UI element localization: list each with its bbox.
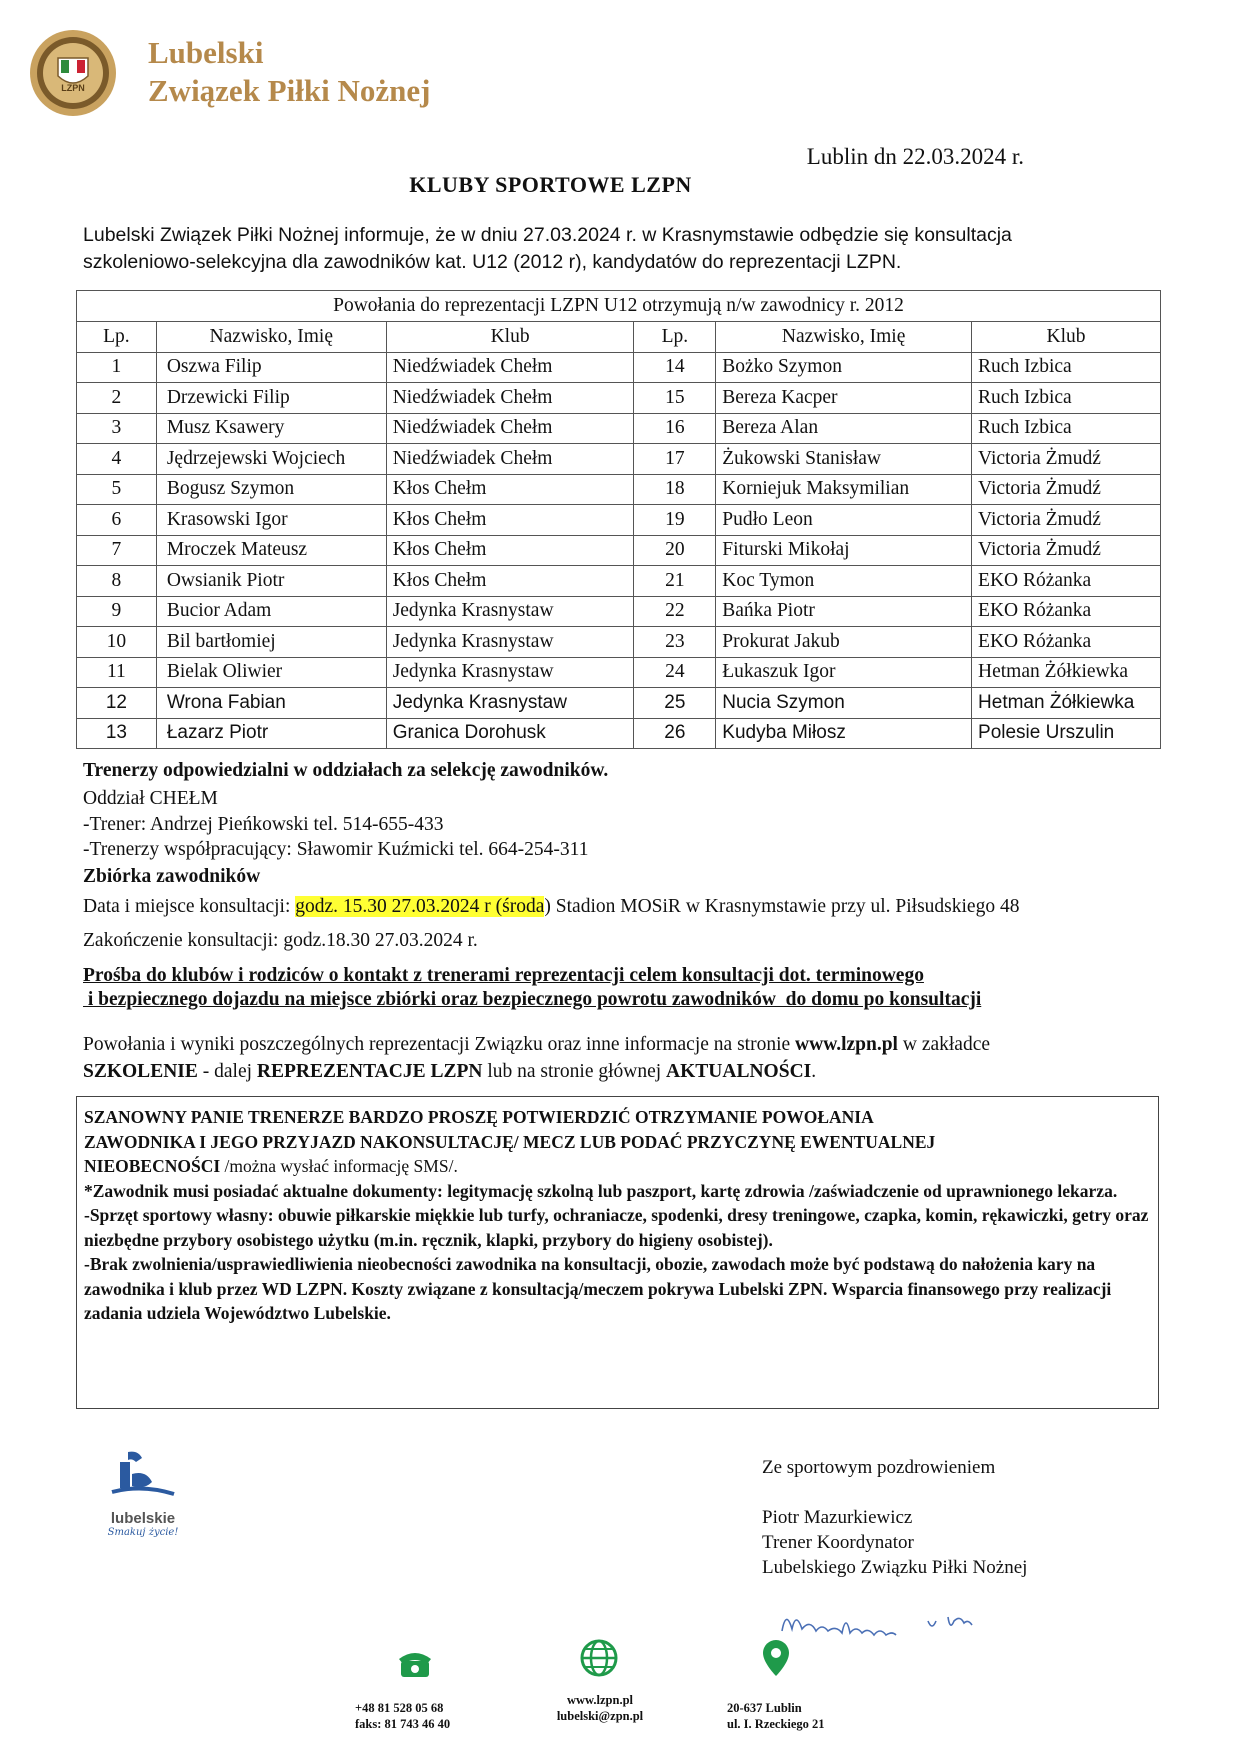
cell-player-name-2: Żukowski Stanisław [716,444,972,475]
request-line1: Prośba do klubów i rodziców o kontakt z trenerami reprezentacji celem konsultacji dot. terminowego [83,965,924,986]
cell-club-2: EKO Różanka [972,627,1161,658]
cell-lp-2: 17 [634,444,716,475]
section-szkolenie: SZKOLENIE [83,1061,198,1082]
closing-greeting: Ze sportowym pozdrowieniem [762,1457,996,1478]
cell-club-2: Ruch Izbica [972,383,1161,414]
section-aktualnosci: AKTUALNOŚCI [666,1061,812,1082]
lubelskie-word: lubelskie [110,1510,176,1527]
cell-player-name-2: Pudło Leon [716,505,972,536]
signatory-role: Trener Koordynator [762,1532,914,1553]
notice-documents: *Zawodnik musi posiadać aktualne dokumenty: legitymację szkolną lub paszport, kartę zdrowia /zaświadczenie od uprawnionego lekarza. [84,1180,1118,1201]
cell-club: Kłos Chełm [386,566,634,597]
footer-email[interactable]: lubelski@zpn.pl [556,1709,644,1723]
cell-player-name-2: Bańka Piotr [716,596,972,627]
branch-name: Oddział CHEŁM [83,788,218,809]
cell-lp: 9 [77,596,157,627]
gathering-heading: Zbiórka zawodników [83,866,261,887]
cell-club-2: Victoria Żmudź [972,474,1161,505]
notice-confirm-line2: ZAWODNIKA I JEGO PRZYJAZD NAKONSULTACJĘ/ MECZ LUB PODAĆ PRZYCZYNĘ EWENTUALNEJ [84,1131,936,1152]
footer-fax: faks: 81 743 46 40 [355,1717,451,1731]
table-header-row [77,322,1161,353]
cell-player-name-2: Prokurat Jakub [716,627,972,658]
cell-player-name-2: Kudyba Miłosz [716,718,972,749]
org-name [148,34,430,110]
notice-box: SZANOWNY PANIE TRENERZE BARDZO PROSZĘ POTWIERDZIĆ OTRZYMANIE POWOŁANIA ZAWODNIKA I JEGO PRZYJAZD NAKONSULTACJĘ/ MECZ LUB PODAĆ PRZYCZYNĘ EWENTUALNEJ NIEOBECNOŚCI /można wysłać informację SMS/. *Zawodnik musi posiadać aktualne dokumenty: legitymację szkolną lub paszport, kartę zdrowia /zaświadczenie od uprawnionego lekarza. -Sprzęt sportowy własny: obuwie piłkarskie miękkie lub turfy, ochraniacze, spodenki, dresy treningowe, czapka, komin, rękawiczki, getry oraz niezbędne przybory osobistego użytku (m.in. ręcznik, klapki, przybory do higieny osobistej). -Brak zwolnienia/usprawiedliwienia nieobecności zawodnika na konsultacji, obozie, zawodach może być podstawą do nałożenia kary na zawodnika i klub przez WD LZPN. Koszty związane z konsultacją/meczem pokrywa Lubelski ZPN. Wsparcia finansowego przy realizacji zadania udziela Województwo Lubelskie. [76,1096,1159,1409]
phone-icon [395,1643,435,1683]
footer-web-block [545,1692,655,1724]
cell-club: Kłos Chełm [386,505,634,536]
table-row [77,413,1161,444]
lubelskie-emblem-icon [98,1448,188,1506]
website-link[interactable]: www.lzpn.pl [795,1034,898,1055]
cell-lp: 13 [77,718,157,749]
cell-lp-2: 14 [634,352,716,383]
cell-club: Jedynka Krasnystaw [386,657,634,688]
cell-lp: 1 [77,352,157,383]
footer-street: ul. I. Rzeckiego 21 [727,1717,825,1731]
cell-lp: 11 [77,657,157,688]
table-row [77,444,1161,475]
coach-line: -Trener: Andrzej Pieńkowski tel. 514-655-433 [83,814,444,835]
cell-lp-2: 26 [634,718,716,749]
handwritten-signature [778,1603,1018,1643]
cell-player-name: Bil bartłomiej [156,627,386,658]
cell-lp-2: 24 [634,657,716,688]
info-paragraph: Powołania i wyniki poszczególnych reprezentacji Związku oraz inne informacje na stronie www.lzpn.pl w zakładce SZKOLENIE - dalej REPREZENTACJE LZPN lub na stronie głównej AKTUALNOŚCI. [83,1034,991,1082]
footer-website[interactable]: www.lzpn.pl [567,1693,633,1707]
col-header-lp-2: Lp. [634,322,716,353]
location-pin-icon [756,1638,796,1678]
cell-lp: 7 [77,535,157,566]
cell-club: Jedynka Krasnystaw [386,596,634,627]
closing-block [762,1455,1027,1580]
gathering-time-highlight: godz. 15.30 27.03.2024 r (środa [295,896,545,917]
footer-postal: 20-637 Lublin [727,1701,802,1715]
lubelskie-logo [98,1448,188,1538]
assistant-coaches-line: -Trenerzy współpracujący: Sławomir Kuźmicki tel. 664-254-311 [83,839,589,860]
cell-lp: 6 [77,505,157,536]
footer-phone-block [355,1700,450,1732]
cell-lp-2: 19 [634,505,716,536]
cell-lp-2: 23 [634,627,716,658]
intro-paragraph [83,222,1143,276]
cell-lp-2: 22 [634,596,716,627]
cell-player-name: Mroczek Mateusz [156,535,386,566]
table-row [77,505,1161,536]
footer-address-block [727,1700,825,1732]
cell-club-2: Hetman Żółkiewka [972,657,1161,688]
table-row [77,474,1161,505]
cell-player-name: Bielak Oliwier [156,657,386,688]
cell-player-name: Wrona Fabian [156,688,386,719]
cell-club-2: Victoria Żmudź [972,535,1161,566]
cell-player-name: Bucior Adam [156,596,386,627]
lzpn-logo [28,28,118,118]
cell-lp-2: 21 [634,566,716,597]
cell-club: Granica Dorohusk [386,718,634,749]
table-row [77,535,1161,566]
cell-lp: 2 [77,383,157,414]
intro-line1: Lubelski Związek Piłki Nożnej informuje, że w dniu 27.03.2024 r. w Krasnymstawie odbędzie się konsultacja [83,224,1012,246]
signatory-org: Lubelskiego Związku Piłki Nożnej [762,1557,1028,1578]
cell-player-name-2: Bereza Alan [716,413,972,444]
cell-player-name: Oszwa Filip [156,352,386,383]
trainers-heading: Trenerzy odpowiedzialni w oddziałach za selekcję zawodników. [83,760,609,781]
table-caption: Powołania do reprezentacji LZPN U12 otrzymują n/w zawodnicy r. 2012 [77,291,1161,322]
cell-player-name-2: Bereza Kacper [716,383,972,414]
cell-lp: 4 [77,444,157,475]
table-row [77,383,1161,414]
col-header-lp: Lp. [77,322,157,353]
notice-equipment: -Sprzęt sportowy własny: obuwie piłkarskie miękkie lub turfy, ochraniacze, spodenki, dresy treningowe, czapka, komin, rękawiczki, getry oraz niezbędne przybory osobistego użytku (m.in. ręcznik, klapki, przybory do higieny osobistej). [84,1205,1149,1250]
footer-phone: +48 81 528 05 68 [355,1701,444,1715]
cell-club-2: Victoria Żmudź [972,444,1161,475]
table-row [77,657,1161,688]
request-to-clubs [83,964,981,1012]
cell-club: Niedźwiadek Chełm [386,444,634,475]
cell-lp-2: 25 [634,688,716,719]
cell-lp: 3 [77,413,157,444]
table-row [77,596,1161,627]
cell-player-name: Owsianik Piotr [156,566,386,597]
col-header-name-2: Nazwisko, Imię [716,322,972,353]
gathering-place: Data i miejsce konsultacji: godz. 15.30 27.03.2024 r (środa) Stadion MOSiR w Krasnymstawie przy ul. Piłsudskiego 48 [83,896,1020,917]
section-reprezentacje: REPREZENTACJE LZPN [256,1061,483,1082]
request-line2: i bezpiecznego dojazdu na miejsce zbiórki oraz bezpiecznego powrotu zawodników do domu po konsultacji [83,989,982,1010]
org-name-line1: Lubelski [148,35,264,70]
table-row [77,566,1161,597]
cell-player-name: Drzewicki Filip [156,383,386,414]
cell-player-name: Bogusz Szymon [156,474,386,505]
cell-club-2: Hetman Żółkiewka [972,688,1161,719]
cell-club-2: Ruch Izbica [972,413,1161,444]
cell-club: Niedźwiadek Chełm [386,352,634,383]
cell-club: Niedźwiadek Chełm [386,383,634,414]
cell-lp-2: 15 [634,383,716,414]
document-title: KLUBY SPORTOWE LZPN [409,172,692,197]
logo-text: LZPN [61,83,85,93]
lubelskie-slogan: Smakuj życie! [107,1527,179,1538]
cell-player-name: Krasowski Igor [156,505,386,536]
cell-lp-2: 20 [634,535,716,566]
table-row [77,718,1161,749]
col-header-club-2: Klub [972,322,1161,353]
cell-club: Jedynka Krasnystaw [386,627,634,658]
cell-club: Niedźwiadek Chełm [386,413,634,444]
cell-club: Kłos Chełm [386,535,634,566]
cell-club: Jedynka Krasnystaw [386,688,634,719]
cell-player-name-2: Koc Tymon [716,566,972,597]
cell-lp-2: 16 [634,413,716,444]
cell-player-name-2: Fiturski Mikołaj [716,535,972,566]
cell-club: Kłos Chełm [386,474,634,505]
cell-lp: 10 [77,627,157,658]
cell-lp: 5 [77,474,157,505]
consultation-end: Zakończenie konsultacji: godz.18.30 27.03.2024 r. [83,930,478,951]
notice-absence: NIEOBECNOŚCI [84,1156,221,1176]
document-date: Lublin dn 22.03.2024 r. [806,144,1024,169]
table-row [77,688,1161,719]
globe-icon [579,1638,619,1678]
cell-club-2: EKO Różanka [972,566,1161,597]
cell-club-2: EKO Różanka [972,596,1161,627]
table-row [77,352,1161,383]
col-header-club: Klub [386,322,634,353]
cell-lp-2: 18 [634,474,716,505]
cell-player-name: Łazarz Piotr [156,718,386,749]
table-row [77,627,1161,658]
cell-player-name-2: Bożko Szymon [716,352,972,383]
cell-club-2: Ruch Izbica [972,352,1161,383]
notice-confirm-line1: SZANOWNY PANIE TRENERZE BARDZO PROSZĘ POTWIERDZIĆ OTRZYMANIE POWOŁANIA [84,1107,874,1127]
intro-line2: szkoleniowo-selekcyjna dla zawodników kat. U12 (2012 r), kandydatów do reprezentacji LZPN. [83,251,902,273]
cell-player-name: Musz Ksawery [156,413,386,444]
col-header-name: Nazwisko, Imię [156,322,386,353]
cell-lp: 12 [77,688,157,719]
org-name-line2: Związek Piłki Nożnej [148,73,431,108]
cell-player-name: Jędrzejewski Wojciech [156,444,386,475]
notice-absence-penalty: -Brak zwolnienia/usprawiedliwienia nieobecności zawodnika na konsultacji, obozie, zawodach może być podstawą do nałożenia kary na zawodnika i klub przez WD LZPN. Koszty związane z konsultacją/meczem pokrywa Lubelski ZPN. Wsparcia finansowego przy realizacji zadania udziela Województwo Lubelskie. [84,1254,1112,1323]
cell-lp: 8 [77,566,157,597]
cell-club-2: Polesie Urszulin [972,718,1161,749]
cell-club-2: Victoria Żmudź [972,505,1161,536]
cell-player-name-2: Nucia Szymon [716,688,972,719]
cell-player-name-2: Korniejuk Maksymilian [716,474,972,505]
signatory-name: Piotr Mazurkiewicz [762,1507,913,1528]
cell-player-name-2: Łukaszuk Igor [716,657,972,688]
roster-table [76,290,1161,749]
